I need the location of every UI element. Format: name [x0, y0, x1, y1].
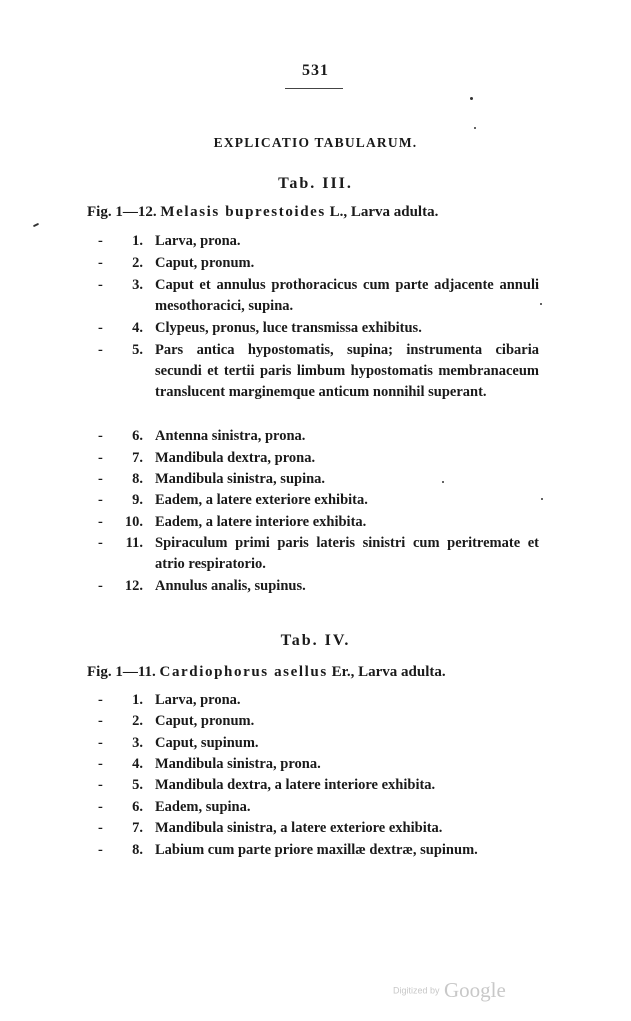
item-number: 2. — [132, 713, 143, 729]
fig-range: Fig. 1—11. — [87, 664, 156, 680]
item-text: Eadem, a latere interiore exhibita. — [155, 514, 367, 530]
item-dash: - — [98, 277, 103, 293]
print-speck — [470, 97, 473, 100]
page-number-rule — [285, 88, 343, 89]
item-number: 12. — [124, 578, 143, 594]
item-number: 4. — [132, 320, 143, 336]
item-dash: - — [98, 535, 103, 551]
item-dash: - — [98, 713, 103, 729]
item-text: Mandibula dextra, prona. — [155, 450, 316, 466]
item-text: Annulus analis, supinus. — [155, 578, 306, 594]
item-number: 3. — [132, 277, 143, 293]
item-text: Eadem, supina. — [155, 799, 251, 815]
item-number: 3. — [132, 735, 143, 751]
item-text: Mandibula sinistra, supina. — [155, 471, 326, 487]
print-speck — [474, 127, 476, 129]
item-dash: - — [98, 777, 103, 793]
item-text: Caput, supinum. — [155, 735, 259, 751]
item-text: Caput et annulus prothoracicus cum parte adjacente annuli mesothoracici, supina. — [155, 277, 539, 314]
item-dash: - — [98, 842, 103, 858]
item-text: Mandibula sinistra, a latere exteriore exhibita. — [155, 820, 443, 836]
item-dash: - — [98, 578, 103, 594]
item-text: Mandibula dextra, a latere interiore exhibita. — [155, 777, 436, 793]
item-number: 5. — [132, 342, 143, 358]
item-text: Caput, pronum. — [155, 713, 255, 729]
page-number: 531 — [302, 62, 329, 79]
item-number: 6. — [132, 799, 143, 815]
item-number: 7. — [132, 820, 143, 836]
print-speck — [540, 303, 542, 305]
print-speck — [33, 223, 39, 227]
item-dash: - — [98, 492, 103, 508]
item-number: 1. — [132, 692, 143, 708]
item-number: 4. — [132, 756, 143, 772]
item-dash: - — [98, 820, 103, 836]
item-text: Antenna sinistra, prona. — [155, 428, 306, 444]
species-name: Melasis buprestoides — [160, 204, 326, 220]
item-text: Mandibula sinistra, prona. — [155, 756, 321, 772]
item-text: Eadem, a latere exteriore exhibita. — [155, 492, 368, 508]
google-logo: Google — [443, 978, 506, 1002]
item-number: 8. — [132, 842, 143, 858]
item-number: 1. — [132, 233, 143, 249]
item-dash: - — [98, 692, 103, 708]
item-text: Larva, prona. — [155, 692, 241, 708]
item-text: Clypeus, pronus, luce transmissa exhibitus. — [155, 320, 422, 336]
item-dash: - — [98, 450, 103, 466]
item-text: Labium cum parte priore maxillæ dextræ, supinum. — [155, 842, 478, 858]
google-watermark — [393, 978, 506, 1003]
item-text: Larva, prona. — [155, 233, 241, 249]
item-number: 2. — [132, 255, 143, 271]
item-number: 7. — [132, 450, 143, 466]
item-dash: - — [98, 255, 103, 271]
item-text: Caput, pronum. — [155, 255, 255, 271]
item-dash: - — [98, 233, 103, 249]
item-text: Pars antica hypostomatis, supina; instrumenta cibaria secundi et tertii paris limbum hypostomatis membranaceum translucent marginemque anticum nonnihil superant. — [155, 342, 539, 400]
item-number: 9. — [132, 492, 143, 508]
item-dash: - — [98, 428, 103, 444]
print-speck — [442, 481, 444, 483]
item-dash: - — [98, 735, 103, 751]
item-dash: - — [98, 471, 103, 487]
watermark-prefix: Digitized by — [393, 985, 440, 996]
item-text: Spiraculum primi paris lateris sinistri cum peritremate et atrio respiratorio. — [155, 535, 539, 572]
item-dash: - — [98, 799, 103, 815]
item-dash: - — [98, 756, 103, 772]
item-dash: - — [98, 514, 103, 530]
print-speck — [541, 498, 543, 500]
figure-caption-tab-iv — [87, 664, 446, 681]
item-dash: - — [98, 342, 103, 358]
species-name: Cardiophorus asellus — [159, 664, 328, 680]
fig-range: Fig. 1—12. — [87, 204, 157, 220]
item-number: 10. — [124, 514, 143, 530]
item-number: 5. — [132, 777, 143, 793]
page-heading: EXPLICATIO TABULARUM. — [213, 135, 418, 150]
figure-caption-tab-iii — [87, 204, 438, 221]
item-dash: - — [98, 320, 103, 336]
item-number: 6. — [132, 428, 143, 444]
section-title-tab-iv: Tab. IV. — [280, 632, 351, 649]
item-number: 11. — [125, 535, 143, 551]
species-note: L., Larva adulta. — [329, 204, 439, 220]
item-number: 8. — [132, 471, 143, 487]
species-note: Er., Larva adulta. — [331, 664, 446, 680]
section-title-tab-iii: Tab. III. — [278, 175, 353, 192]
